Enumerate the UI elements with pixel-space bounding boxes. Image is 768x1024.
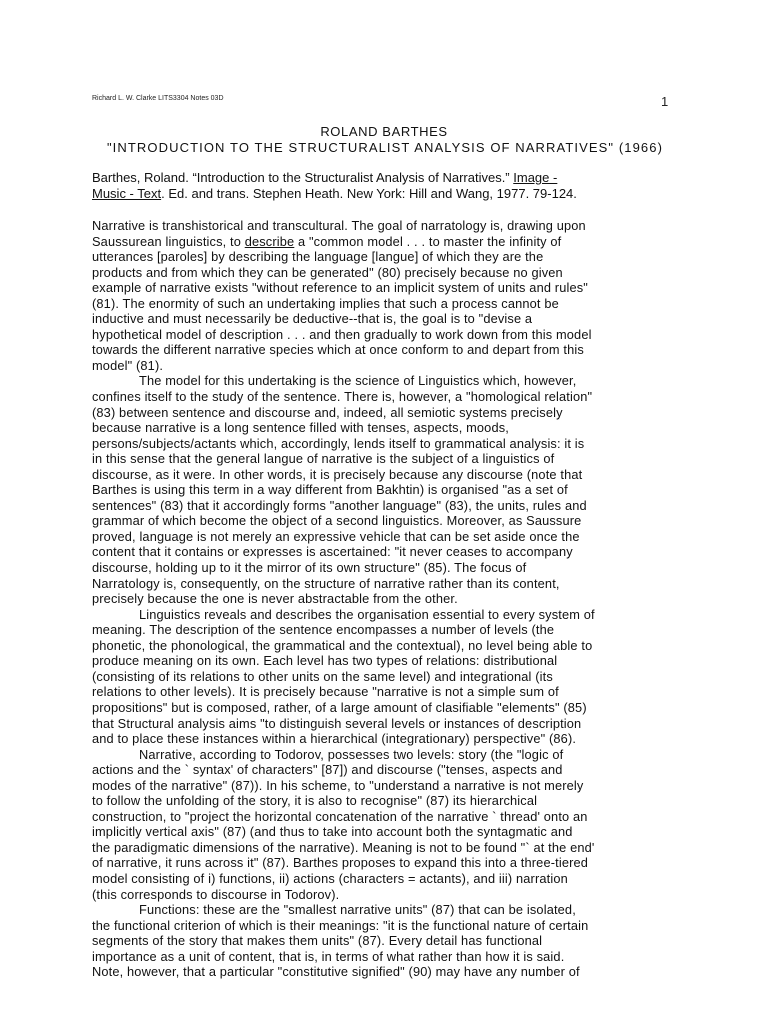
citation-publication: . Ed. and trans. Stephen Heath. New York: Hill and Wang, 1977. 79-124. (161, 186, 577, 201)
body-line-text: products and from which they can be generated" (80) precisely because no given (92, 264, 563, 280)
body-line (92, 949, 672, 965)
body-line (92, 280, 672, 296)
body-line-text: Linguistics reveals and describes the organisation essential to every system of (139, 606, 595, 622)
body-line (92, 622, 672, 638)
body-line (92, 234, 672, 250)
body-line-text: a "common model . . . to master the infinity of (294, 233, 562, 249)
body-line-text: implicitly vertical axis" (87) (and thus to take into account both the syntagmatic and (92, 824, 573, 840)
body-line (92, 467, 672, 483)
citation-text: Barthes, Roland. “Introduction to the Structuralist Analysis of Narratives.” (92, 170, 514, 185)
body-line (92, 498, 672, 514)
body-line (92, 840, 672, 856)
body-line (92, 638, 672, 654)
body-line (92, 793, 672, 809)
document-title-work: "INTRODUCTION TO THE STRUCTURALIST ANALYSIS OF NARRATIVES" (1966) (106, 140, 664, 155)
body-line (92, 373, 672, 389)
body-line (92, 405, 672, 421)
body-line (92, 731, 672, 747)
body-line (92, 265, 672, 281)
body-line (92, 218, 672, 234)
body-line (92, 700, 672, 716)
body-line (92, 887, 672, 903)
body-line (92, 451, 672, 467)
body-line-text: the functional criterion of which is their meanings: "it is the functional nature of certain (92, 917, 589, 933)
body-line-text: (81). The enormity of such an undertaking implies that such a process cannot be (92, 295, 559, 311)
body-line-text: because narrative is a long sentence filled with tenses, aspects, moods, (92, 420, 509, 436)
body-line-text: inductive and must necessarily be deductive--that is, the goal is to "devise a (92, 311, 533, 327)
body-line (92, 684, 672, 700)
body-line (92, 902, 672, 918)
body-line (92, 809, 672, 825)
body-line (92, 482, 672, 498)
body-line-text: modes of the narrative" (87)). In his scheme, to "understand a narrative is not merely (92, 777, 584, 793)
body-line (92, 824, 672, 840)
body-line-text: hypothetical model of description . . . and then gradually to work down from this model (92, 326, 592, 342)
body-line-text: of narrative, it runs across it" (87). Barthes proposes to expand this into a three-tiered (92, 855, 589, 871)
body-line-text: Saussurean linguistics, to (92, 233, 245, 249)
body-line-text: Note, however, that a particular "constitutive signified" (90) may have any number of (92, 964, 580, 980)
body-line-text: Functions: these are the "smallest narrative units" (87) that can be isolated, (139, 902, 576, 918)
body-line-text: Barthes is using this term in a way different from Bakhtin) is organised "as a set of (92, 482, 568, 498)
page-number: 1 (661, 94, 669, 109)
body-line (92, 964, 672, 980)
body-line-text: phonetic, the phonological, the grammatical and the contextual), no level being able to (92, 637, 593, 653)
body-line-text: to follow the unfolding of the story, it is also to recognise" (87) its hierarchical (92, 793, 538, 809)
body-line (92, 249, 672, 265)
body-line-text: model" (81). (92, 357, 164, 373)
body-line-text: and to place these instances within a hierarchical (integrationary) perspective" (86). (92, 731, 577, 747)
body-line-text: the paradigmatic dimensions of the narrative). Meaning is not to be found "` at the end' (92, 839, 595, 855)
body-line-text: persons/subjects/actants which, accordingly, lends itself to grammatical analysis: it is (92, 435, 585, 451)
body-line (92, 669, 672, 685)
body-line (92, 296, 672, 312)
body-line (92, 855, 672, 871)
body-line-text: discourse, holding up to it the mirror of its own structure" (85). The focus of (92, 560, 527, 576)
body-line-text: grammar of which become the object of a second linguistics. Moreover, as Saussure (92, 513, 582, 529)
body-line-text: confines itself to the study of the sentence. There is, however, a "homological relation" (92, 389, 593, 405)
body-line-text: importance as a unit of content, that is, in terms of what rather than how it is said. (92, 948, 565, 964)
body-line (92, 327, 672, 343)
body-line (92, 544, 672, 560)
body-text (92, 218, 672, 980)
body-line-text: towards the different narrative species which at once conform to and depart from this (92, 342, 584, 358)
body-line-text: actions and the ` syntax' of characters" [87]) and discourse ("tenses, aspects and (92, 762, 563, 778)
body-line-text: model consisting of i) functions, ii) actions (characters = actants), and iii) narration (92, 870, 568, 886)
body-line-text: discourse, as it were. In other words, it is precisely because any discourse (note that (92, 466, 583, 482)
body-line-text: segments of the story that makes them units" (87). Every detail has functional (92, 933, 543, 949)
body-line-text: (consisting of its relations to other units on the same level) and integrational (its (92, 668, 553, 684)
body-line (92, 762, 672, 778)
body-line-text: (this corresponds to discourse in Todorov). (92, 886, 340, 902)
body-line (92, 747, 672, 763)
body-line-text: proved, language is not merely an expressive vehicle that can be set aside once the (92, 528, 580, 544)
body-line (92, 560, 672, 576)
body-line-text: example of narrative exists "without reference to an implicit system of units and rules" (92, 280, 588, 296)
body-line-text: utterances [paroles] by describing the language [langue] of which they are the (92, 249, 544, 265)
body-line (92, 389, 672, 405)
body-line-text: Narratology is, consequently, on the structure of narrative rather than its content, (92, 575, 560, 591)
body-line (92, 342, 672, 358)
bibliographic-citation (92, 170, 678, 202)
body-line (92, 653, 672, 669)
citation-book-title-cont: Music - Text (92, 186, 162, 201)
body-line (92, 513, 672, 529)
body-line-text: produce meaning on its own. Each level has two types of relations: distributional (92, 653, 558, 669)
body-line-text: construction, to "project the horizontal concatenation of the narrative ` thread' onto an (92, 808, 588, 824)
body-line-text: Narrative is transhistorical and transcultural. The goal of narratology is, drawing upon (92, 218, 586, 233)
body-line (92, 778, 672, 794)
running-head: Richard L. W. Clarke LITS3304 Notes 03D (92, 95, 224, 102)
body-line-text: sentences" (83) that it accordingly forms "another language" (83), the units, rules and (92, 497, 587, 513)
body-line (92, 607, 672, 623)
body-line (92, 918, 672, 934)
body-line-text: content that it contains or expresses is ascertained: "it never ceases to accompany (92, 544, 573, 560)
body-line (92, 576, 672, 592)
body-line-text: Narrative, according to Todorov, possesses two levels: story (the "logic of (139, 746, 564, 762)
body-line-text: that Structural analysis aims "to distinguish several levels or instances of description (92, 715, 582, 731)
body-line (92, 716, 672, 732)
body-line (92, 420, 672, 436)
body-line (92, 311, 672, 327)
body-line-text: meaning. The description of the sentence encompasses a number of levels (the (92, 622, 555, 638)
body-line-text: in this sense that the general langue of narrative is the subject of a linguistics of (92, 451, 555, 467)
body-line (92, 436, 672, 452)
body-line (92, 933, 672, 949)
body-line (92, 591, 672, 607)
document-title-author: ROLAND BARTHES (320, 124, 448, 139)
body-line-text: relations to other levels). It is precisely because "narrative is not a simple sum of (92, 684, 559, 700)
body-line-text: (83) between sentence and discourse and, indeed, all semiotic systems precisely (92, 404, 563, 420)
body-line (92, 358, 672, 374)
body-line (92, 529, 672, 545)
body-line-text: propositions" but is composed, rather, of a large amount of clasifiable "elements" (85) (92, 699, 587, 715)
emphasized-word: describe (244, 233, 295, 249)
body-line-text: precisely because the one is never abstractable from the other. (92, 591, 458, 607)
body-line (92, 871, 672, 887)
body-line-text: The model for this undertaking is the science of Linguistics which, however, (139, 373, 577, 389)
citation-book-title: Image - (513, 170, 558, 185)
